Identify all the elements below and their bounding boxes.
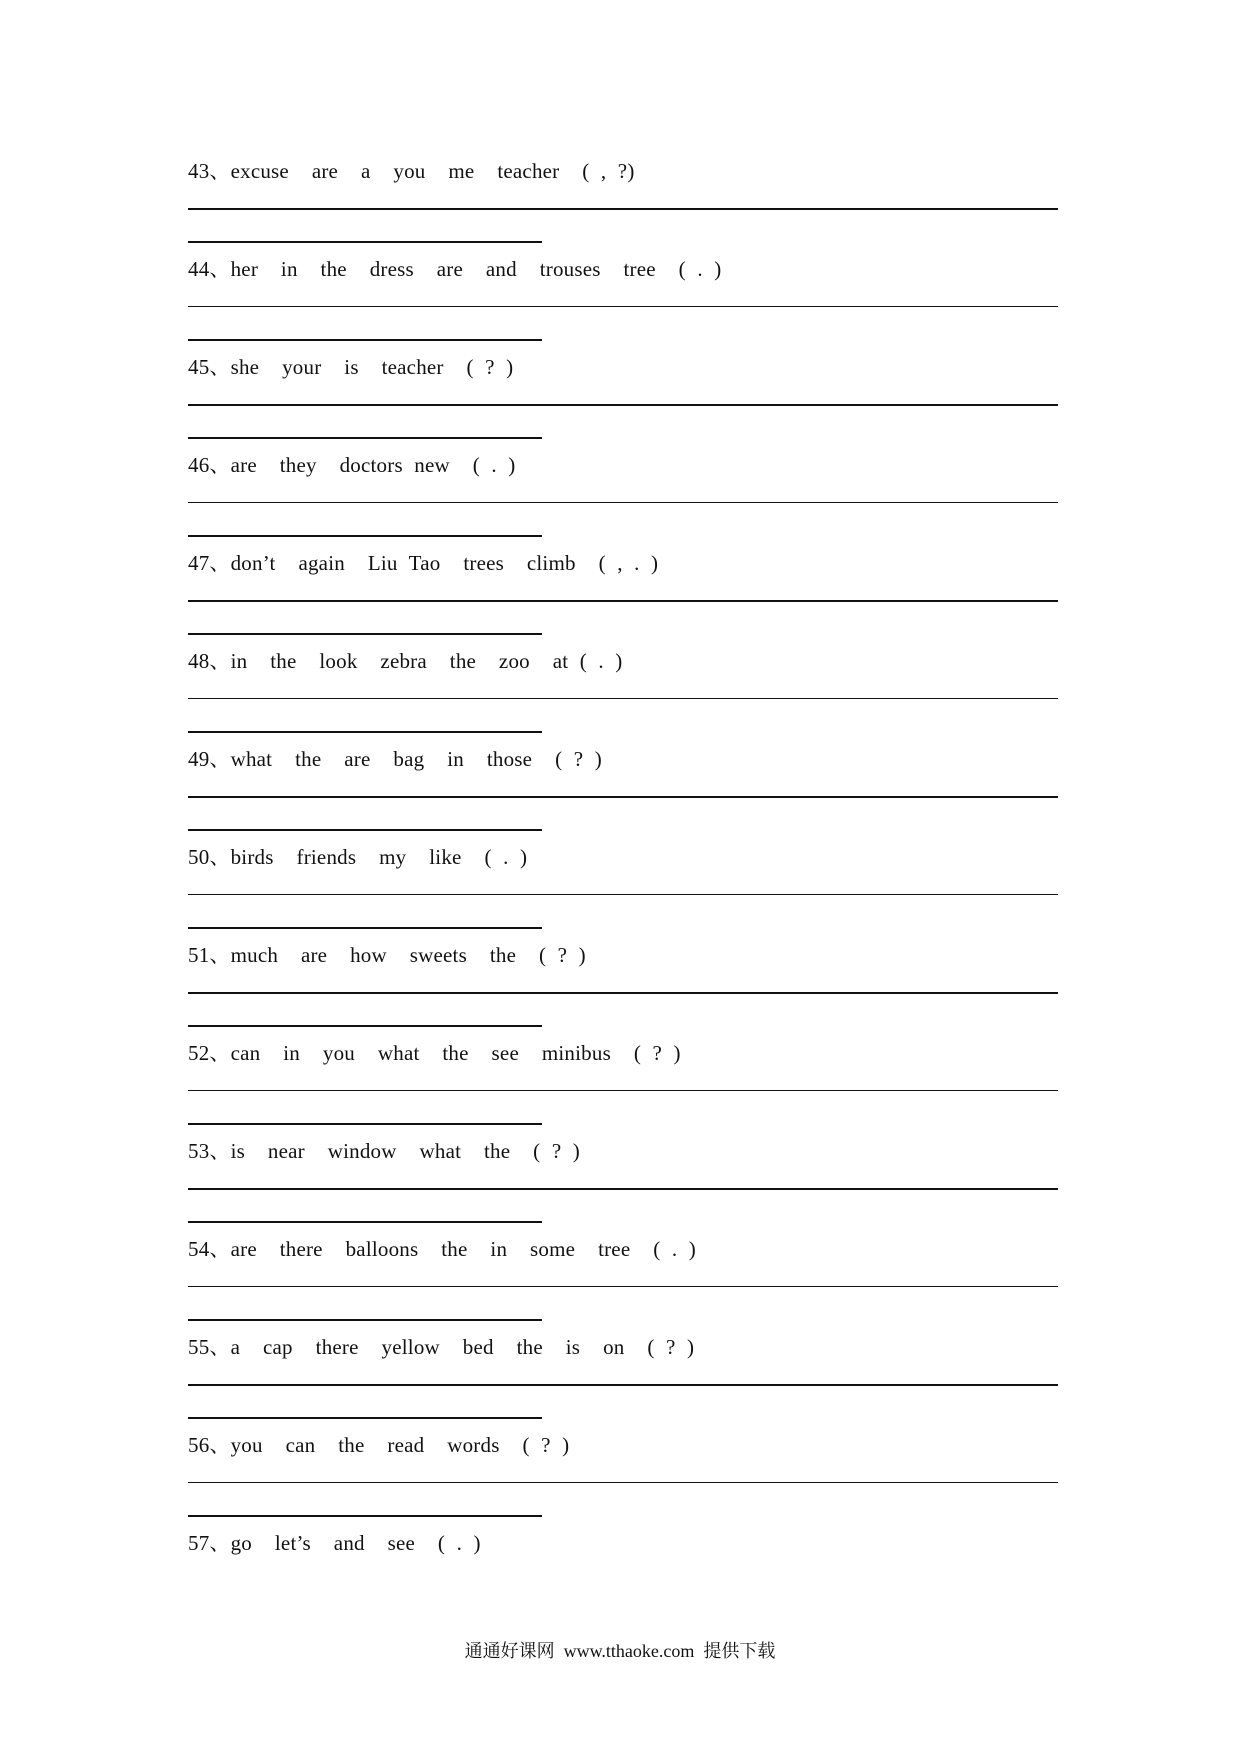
question-44 (188, 256, 1058, 354)
question-45 (188, 354, 1058, 452)
question-43 (188, 158, 1058, 256)
answer-line-short (188, 829, 542, 831)
answer-line (188, 698, 1058, 699)
question-text: 51、much are how sweets the ( ? ) (188, 943, 586, 967)
answer-line-short (188, 1319, 542, 1321)
question-text: 43、excuse are a you me teacher ( , ?) (188, 159, 635, 183)
answer-line (188, 1286, 1058, 1287)
question-text: 52、can in you what the see minibus ( ? ) (188, 1041, 681, 1065)
question-48 (188, 648, 1058, 746)
answer-line (188, 306, 1058, 307)
answer-line-short (188, 437, 542, 439)
question-49 (188, 746, 1058, 844)
answer-line-short (188, 1515, 542, 1517)
answer-line-short (188, 339, 542, 341)
question-text: 53、is near window what the ( ? ) (188, 1139, 580, 1163)
question-46 (188, 452, 1058, 550)
answer-line (188, 796, 1058, 798)
answer-line (188, 992, 1058, 994)
answer-line-short (188, 535, 542, 537)
answer-line-short (188, 927, 542, 929)
question-text: 47、don’t again Liu Tao trees climb ( , . ) (188, 551, 659, 575)
answer-line-short (188, 241, 542, 243)
question-54 (188, 1236, 1058, 1334)
answer-line-short (188, 1417, 542, 1419)
question-text: 55、a cap there yellow bed the is on ( ? ) (188, 1335, 695, 1359)
answer-line (188, 1188, 1058, 1190)
answer-line (188, 208, 1058, 210)
question-text: 57、go let’s and see ( . ) (188, 1531, 481, 1555)
answer-line-short (188, 731, 542, 733)
answer-line-short (188, 1123, 542, 1125)
question-53 (188, 1138, 1058, 1236)
question-text: 56、you can the read words ( ? ) (188, 1433, 570, 1457)
question-52 (188, 1040, 1058, 1138)
answer-line (188, 404, 1058, 406)
question-text: 50、birds friends my like ( . ) (188, 845, 528, 869)
question-57 (188, 1530, 1058, 1570)
answer-line-short (188, 633, 542, 635)
answer-line-short (188, 1221, 542, 1223)
question-56 (188, 1432, 1058, 1530)
answer-line (188, 1090, 1058, 1091)
answer-line (188, 1482, 1058, 1483)
answer-line (188, 894, 1058, 895)
question-51 (188, 942, 1058, 1040)
question-text: 49、what the are bag in those ( ? ) (188, 747, 602, 771)
footer-source-note: 通通好课网 www.tthaoke.com 提供下载 (464, 1641, 776, 1661)
answer-line (188, 502, 1058, 503)
answer-line (188, 1384, 1058, 1386)
question-text: 44、her in the dress are and trouses tree ( . ) (188, 257, 722, 281)
question-text: 46、are they doctors new ( . ) (188, 453, 516, 477)
question-text: 48、in the look zebra the zoo at ( . ) (188, 649, 623, 673)
answer-line (188, 600, 1058, 602)
question-text: 45、she your is teacher ( ? ) (188, 355, 514, 379)
question-47 (188, 550, 1058, 648)
question-text: 54、are there balloons the in some tree ( . ) (188, 1237, 696, 1261)
question-50 (188, 844, 1058, 942)
question-55 (188, 1334, 1058, 1432)
answer-line-short (188, 1025, 542, 1027)
